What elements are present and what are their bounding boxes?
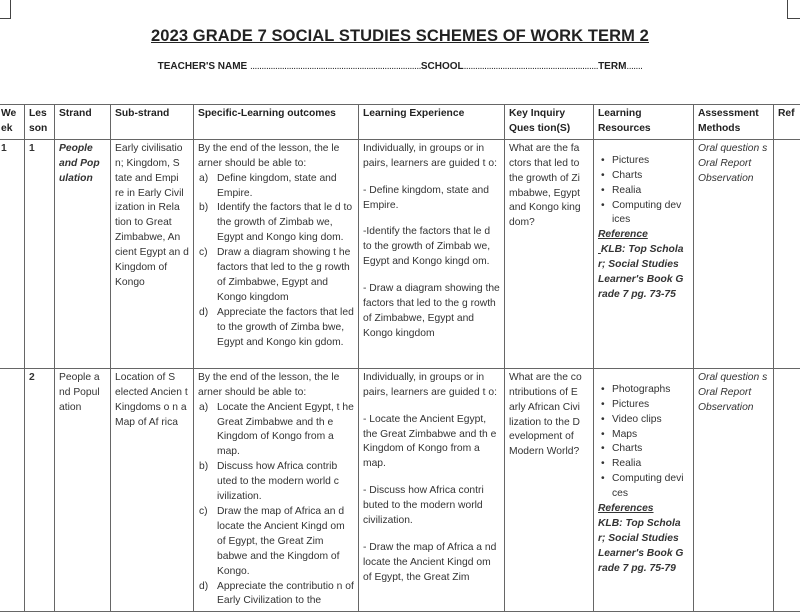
- experience-cell: [359, 368, 505, 612]
- list-item: d) Appreciate the contributio n of Early Civilization to the: [198, 580, 354, 610]
- table-row: [0, 139, 800, 368]
- reference-heading: References: [598, 502, 689, 517]
- list-item: c) Draw the map of Africa an d locate the Ancient Kingd om of Egypt, the Great Zim babwe and the Kingdom of Kongo.: [198, 505, 354, 580]
- page-corner-mark-left: [0, 0, 11, 19]
- reference-text: KLB: Top Schola r; Social Studies Learner's Book G rade 7 pg. 75-79: [598, 517, 689, 577]
- list-item: • Pictures: [598, 154, 689, 169]
- col-lesson: Les son: [25, 105, 55, 140]
- teacher-school-term-line: [0, 61, 800, 72]
- list-item: c) Draw a diagram showing t he factors that led to the g rowth of Zimbabwe, Egypt and Kongo kingdom: [198, 246, 354, 306]
- resources-list: [598, 383, 689, 502]
- list-item: • Photographs: [598, 383, 689, 398]
- lesson-cell: 2: [25, 368, 55, 612]
- school-dots: ...........................................................: [464, 61, 598, 72]
- list-item: • Realia: [598, 457, 689, 472]
- ref-cell: [774, 139, 800, 368]
- assessment-cell: Oral question s Oral Report Observation: [694, 368, 774, 612]
- substrand-cell: Location of S elected Ancien t Kingdoms o n a Map of Af rica: [111, 368, 194, 612]
- inquiry-cell: What are the co ntributions of E arly African Civi lization to the D evelopment of Modern World?: [505, 368, 594, 612]
- col-ref: Ref: [774, 105, 800, 140]
- page-corner-mark-right: [787, 0, 800, 19]
- assessment-cell: Oral question s Oral Report Observation: [694, 139, 774, 368]
- experience-cell: [359, 139, 505, 368]
- col-strand: Strand: [55, 105, 111, 140]
- schemes-table: [0, 104, 800, 612]
- outcomes-intro: By the end of the lesson, the le arner should be able to:: [198, 142, 354, 172]
- experience-intro: Individually, in groups or in pairs, learners are guided t o:: [363, 142, 500, 172]
- col-week: We ek: [0, 105, 25, 140]
- list-item: • Video clips: [598, 413, 689, 428]
- list-item: • Maps: [598, 428, 689, 443]
- experience-intro: Individually, in groups or in pairs, learners are guided t o:: [363, 371, 500, 401]
- list-item: • Pictures: [598, 398, 689, 413]
- lesson-cell: 1: [25, 139, 55, 368]
- col-resources: Learning Resources: [594, 105, 694, 140]
- reference-text: KLB: Top Schola r; Social Studies Learner's Book G rade 7 pg. 73-75: [598, 243, 689, 303]
- list-item: • Realia: [598, 184, 689, 199]
- school-label: SCHOOL: [421, 61, 464, 72]
- reference-heading: Reference: [598, 228, 689, 243]
- list-item: a) Locate the Ancient Egypt, t he Great Zimbabwe and th e Kingdom of Kongo from a map.: [198, 401, 354, 461]
- resources-list: [598, 154, 689, 229]
- outcomes-intro: By the end of the lesson, the le arner should be able to:: [198, 371, 354, 401]
- outcomes-cell: [194, 139, 359, 368]
- strand-cell: People and Pop ulation: [55, 139, 111, 368]
- substrand-cell: Early civilisatio n; Kingdom, S tate and Empi re in Early Civil ization in Rela tion to Great Zimbabwe, An cient Egypt an d Kingdom of Kongo: [111, 139, 194, 368]
- term-label: TERM: [598, 61, 626, 72]
- list-item: b) Discuss how Africa contrib uted to the modern world c ivilization.: [198, 460, 354, 505]
- inquiry-cell: What are the fa ctors that led to the growth of Zi mbabwe, Egypt and Kongo king dom?: [505, 139, 594, 368]
- col-outcomes: Specific-Learning outcomes: [194, 105, 359, 140]
- week-cell: 1: [0, 139, 25, 368]
- list-item: • Computing devi ces: [598, 472, 689, 502]
- ref-cell: [774, 368, 800, 612]
- week-cell: [0, 368, 25, 612]
- outcomes-list: [198, 172, 354, 351]
- strand-cell: People a nd Popul ation: [55, 368, 111, 612]
- experience-item: - Locate the Ancient Egypt, the Great Zimbabwe and th e Kingdom of Kongo from a map.: [363, 413, 500, 473]
- experience-item: - Draw the map of Africa a nd locate the Ancient Kingd om of Egypt, the Great Zim: [363, 541, 500, 586]
- list-item: b) Identify the factors that le d to the growth of Zimbab we, Egypt and Kongo king dom.: [198, 201, 354, 246]
- experience-item: -Identify the factors that le d to the growth of Zimbab we, Egypt and Kongo kingd om.: [363, 225, 500, 270]
- term-dots: .......: [626, 61, 642, 72]
- outcomes-list: [198, 401, 354, 610]
- teacher-label: TEACHER'S NAME: [158, 61, 248, 72]
- list-item: • Charts: [598, 442, 689, 457]
- document-title: 2023 GRADE 7 SOCIAL STUDIES SCHEMES OF WORK TERM 2: [0, 27, 800, 46]
- experience-item: - Discuss how Africa contri buted to the modern world civilization.: [363, 484, 500, 529]
- resources-cell: [594, 139, 694, 368]
- col-assessment: Assessment Methods: [694, 105, 774, 140]
- list-item: a) Define kingdom, state and Empire.: [198, 172, 354, 202]
- teacher-dots: ...........................................................................: [250, 61, 421, 72]
- col-experience: Learning Experience: [359, 105, 505, 140]
- col-substrand: Sub-strand: [111, 105, 194, 140]
- experience-item: - Draw a diagram showing the factors that led to the g rowth of Zimbabwe, Egypt and Kongo kingdom: [363, 282, 500, 342]
- list-item: • Computing dev ices: [598, 199, 689, 229]
- list-item: d) Appreciate the factors that led to the growth of Zimba bwe, Egypt and Kongo kin gdom.: [198, 306, 354, 351]
- table-row: [0, 368, 800, 612]
- list-item: • Charts: [598, 169, 689, 184]
- experience-item: - Define kingdom, state and Empire.: [363, 184, 500, 214]
- col-inquiry: Key Inquiry Ques tion(S): [505, 105, 594, 140]
- resources-cell: [594, 368, 694, 612]
- outcomes-cell: [194, 368, 359, 612]
- table-header-row: [0, 105, 800, 140]
